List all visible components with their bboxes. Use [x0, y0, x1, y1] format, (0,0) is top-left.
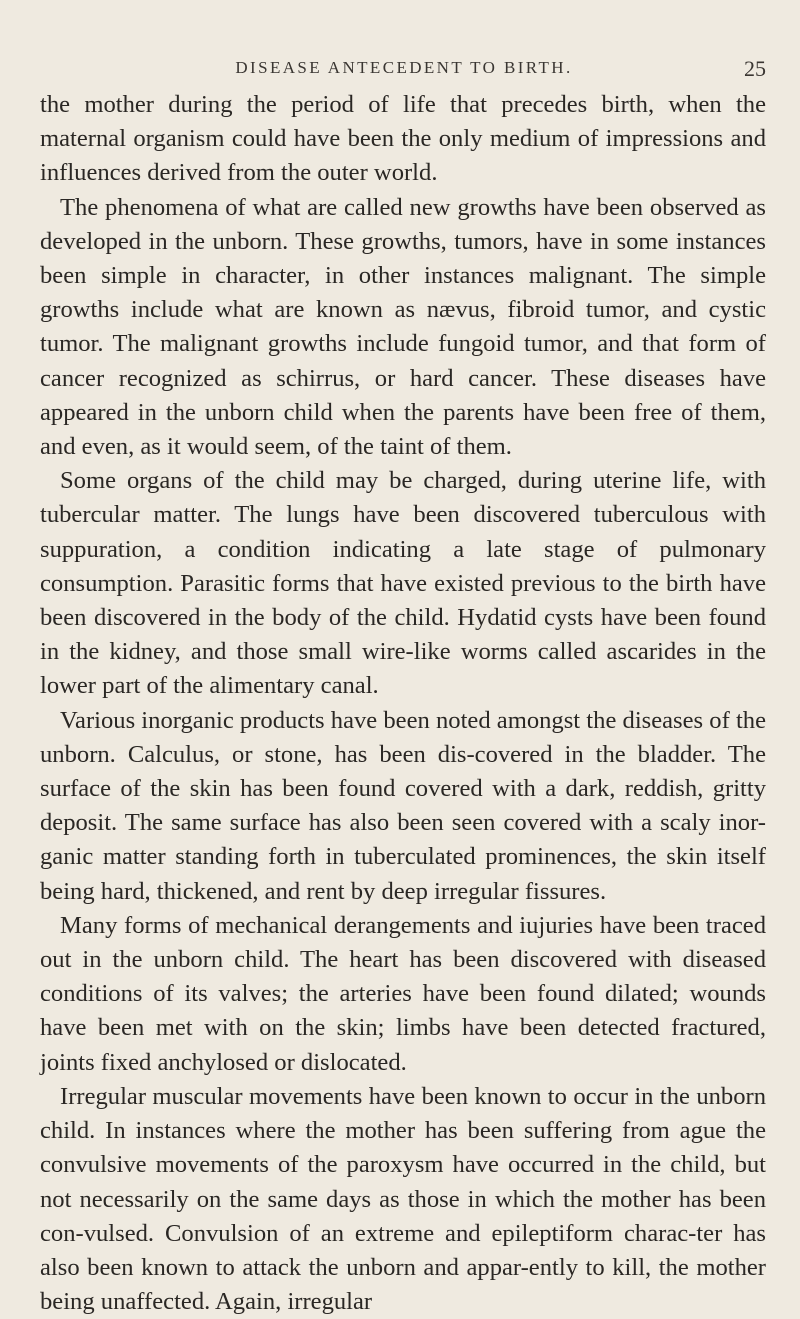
body-text: [40, 88, 766, 1319]
paragraph-muscular-movements: Irregular muscular movements have been known to occur in the unborn child. In instances where the mother has been suffering from ague the convulsive movements of the paroxysm have occurred in the child, but not necessarily on the same days as those in which the mother has been con-vulsed. Convulsion of an extreme and epileptiform charac-ter has also been known to attack the unborn and appar-ently to kill, the mother being unaffected. Again, irregular: [40, 1082, 766, 1316]
paragraph-inorganic-products: Various inorganic products have been noted amongst the diseases of the unborn. Calculus, or stone, has been dis-covered in the bladder. The surface of the skin has been found covered with a dark, reddish, gritty deposit. The same surface has also been seen covered with a scaly inor-ganic matter standing forth in tuberculated prominences, the skin itself being hard, thickened, and rent by deep irregular fissures.: [40, 706, 766, 905]
running-title: DISEASE ANTECEDENT TO BIRTH.: [235, 58, 573, 77]
page-number: 25: [744, 56, 766, 81]
paragraph-mechanical-derangements: Many forms of mechanical derangements and iujuries have been traced out in the unborn child. The heart has been discovered with diseased conditions of its valves; the arteries have been found dilated; wounds have been met with on the skin; limbs have been detected fractured, joints fixed anchylosed or dislocated.: [40, 911, 766, 1076]
paragraph-tubercular-matter: Some organs of the child may be charged, during uterine life, with tubercular matter. The lungs have been discovered tuberculous with suppuration, a condition indicating a late stage of pulmonary consumption. Parasitic forms that have existed previous to the birth have been discovered in the body of the child. Hydatid cysts have been found in the kidney, and those small wire-like worms called ascarides in the lower part of the alimentary canal.: [40, 467, 766, 700]
paragraph-new-growths: The phenomena of what are called new growths have been observed as developed in the unborn. These growths, tumors, have in some instances been simple in character, in other instances malignant. The simple growths include what are known as nævus, fibroid tumor, and cystic tumor. The malignant growths include fungoid tumor, and that form of cancer recognized as schirrus, or hard cancer. These diseases have appeared in the unborn child when the parents have been free of them, and even, as it would seem, of the taint of them.: [40, 193, 766, 461]
paragraph-continuation: the mother during the period of life that precedes birth, when the maternal organism could have been the only medium of impressions and influences derived from the outer world.: [40, 91, 766, 187]
running-header: [40, 58, 768, 82]
